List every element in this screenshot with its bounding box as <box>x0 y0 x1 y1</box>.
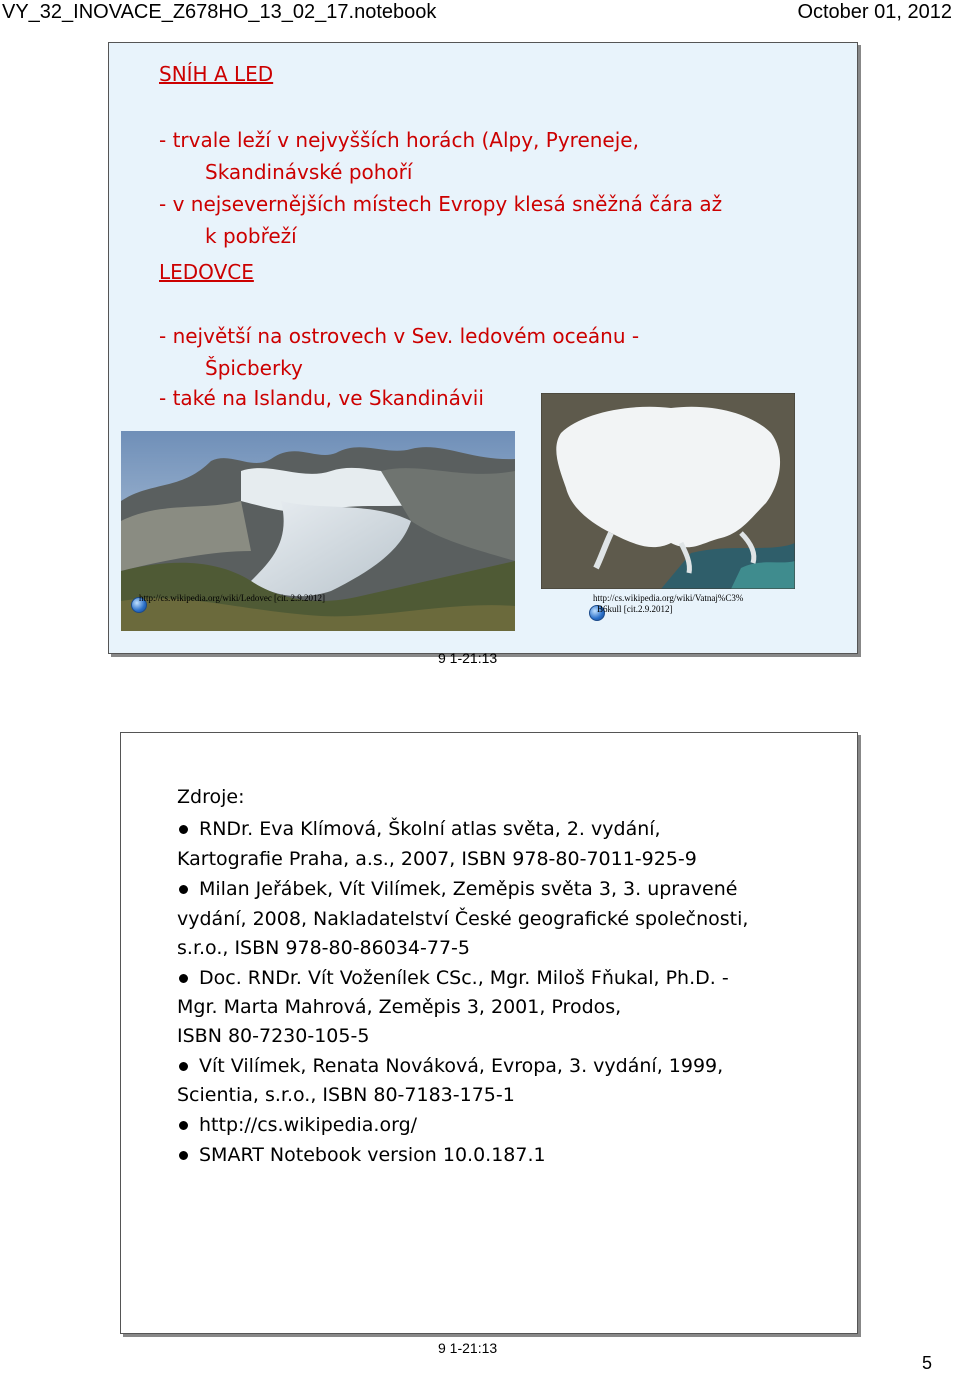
source-line: ISBN 80-7230-105-5 <box>177 1025 370 1047</box>
notebook-filename: VY_32_INOVACE_Z678HO_13_02_17.notebook <box>2 1 437 23</box>
text-line: k pobřeží <box>205 224 297 248</box>
source-line: SMART Notebook version 10.0.187.1 <box>199 1144 546 1166</box>
bullet-icon <box>179 1121 188 1130</box>
photo-caption: http://cs.wikipedia.org/wiki/Ledovec [cit. 2.9.2012] <box>139 593 326 603</box>
vatnajokull-satellite-photo <box>541 393 795 589</box>
slide-timestamp: 9 1-21:13 <box>438 650 498 666</box>
bullet-icon <box>179 825 188 834</box>
source-line: RNDr. Eva Klímová, Školní atlas světa, 2. vydání, <box>199 818 661 840</box>
sources-title: Zdroje: <box>177 786 245 808</box>
text-line: - v nejsevernějších místech Evropy klesá sněžná čára až <box>159 192 723 216</box>
text-line: - také na Islandu, ve Skandinávii <box>159 386 484 410</box>
photo-caption-line1: http://cs.wikipedia.org/wiki/Vatnaj%C3% <box>593 593 744 603</box>
text-line: - největší na ostrovech v Sev. ledovém oceánu - <box>159 324 640 348</box>
bullet-icon <box>179 1151 188 1160</box>
text-line: Skandinávské pohoří <box>205 160 413 184</box>
page-number: 5 <box>921 1353 932 1373</box>
slide-heading-glaciers: LEDOVCE <box>159 260 254 284</box>
slide-snow-and-ice <box>108 42 858 654</box>
bullet-icon <box>179 974 188 983</box>
source-link[interactable]: http://cs.wikipedia.org/ <box>199 1114 418 1136</box>
source-line: vydání, 2008, Nakladatelství České geografické společnosti, <box>177 908 749 930</box>
slide-timestamp: 9 1-21:13 <box>438 1340 498 1356</box>
source-line: Vít Vilímek, Renata Nováková, Evropa, 3. vydání, 1999, <box>199 1055 724 1077</box>
text-line: - trvale leží v nejvyšších horách (Alpy, Pyreneje, <box>159 128 639 152</box>
source-line: Mgr. Marta Mahrová, Zeměpis 3, 2001, Prodos, <box>177 996 622 1018</box>
source-line: Milan Jeřábek, Vít Vilímek, Zeměpis světa 3, 3. upravené <box>199 878 738 900</box>
text-line: Špicberky <box>205 356 303 380</box>
slide-heading-snow: SNÍH A LED <box>159 62 274 86</box>
source-line: s.r.o., ISBN 978-80-86034-77-5 <box>177 937 470 959</box>
source-line: Doc. RNDr. Vít Voženílek CSc., Mgr. Miloš Fňukal, Ph.D. - <box>199 967 729 989</box>
bullet-icon <box>179 885 188 894</box>
source-line: Kartografie Praha, a.s., 2007, ISBN 978-80-7011-925-9 <box>177 848 697 870</box>
slide-sources <box>120 732 858 1334</box>
bullet-icon <box>179 1062 188 1071</box>
photo-caption-line2: B6kull [cit.2.9.2012] <box>597 604 673 614</box>
page-date: October 01, 2012 <box>797 1 952 23</box>
source-line: Scientia, s.r.o., ISBN 80-7183-175-1 <box>177 1084 515 1106</box>
